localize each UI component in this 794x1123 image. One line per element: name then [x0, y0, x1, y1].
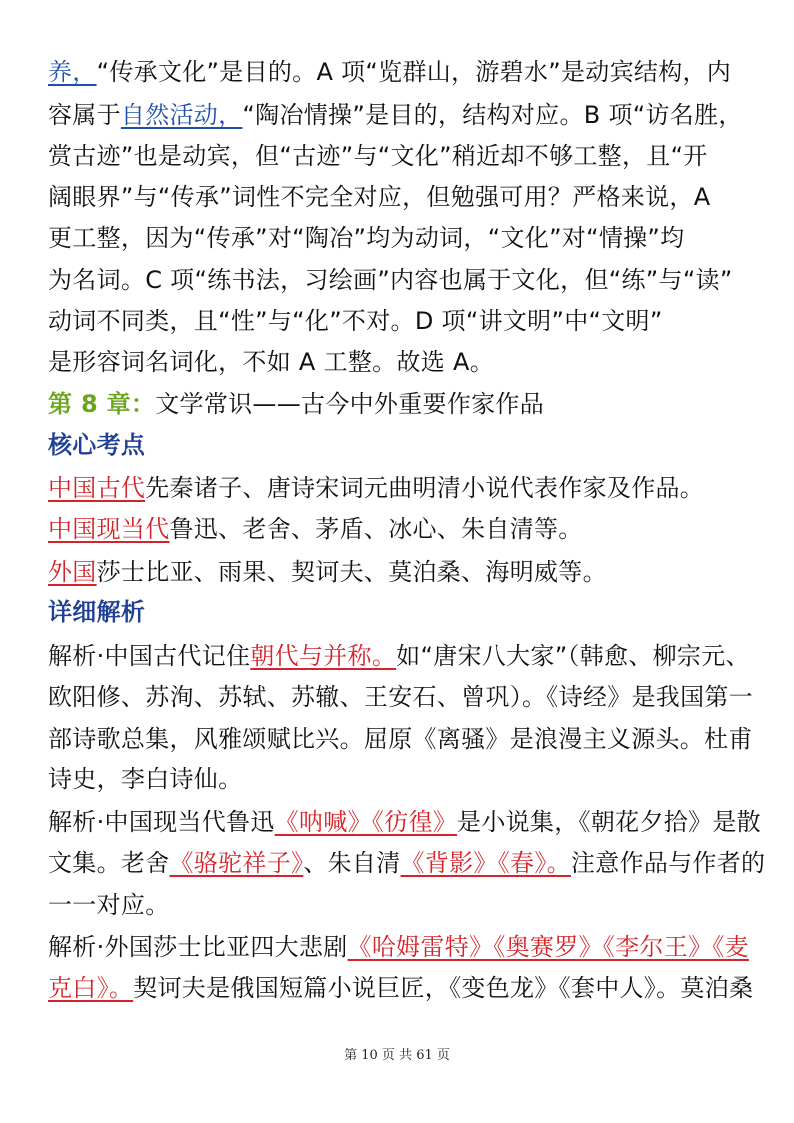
- text-line: [48, 50, 731, 94]
- text-line: [48, 299, 663, 343]
- text-line: [48, 507, 583, 551]
- chapter-label: 第 8 章：: [48, 390, 156, 418]
- text-span: 动词不同类，且“性”与“化”不对。D 项“讲文明”中“文明”: [48, 307, 663, 335]
- highlighted-text: 外国: [48, 558, 97, 586]
- highlighted-text: 《呐喊》《彷徨》: [274, 808, 458, 836]
- text-line: [48, 423, 145, 467]
- text-span: 是形容词名词化，不如 A 工整。故选 A。: [48, 348, 495, 376]
- text-line: [48, 216, 684, 260]
- text-line: [48, 757, 242, 801]
- page-footer: 第 10 页 共 61 页: [344, 1048, 450, 1063]
- text-span: 如“唐宋八大家”（韩愈、柳宗元、: [396, 642, 750, 670]
- text-span: 解析·外国莎士比亚四大悲剧: [48, 933, 348, 961]
- highlighted-text: 《骆驼祥子》: [169, 849, 304, 877]
- text-line: [48, 841, 765, 885]
- text-line: [48, 717, 753, 761]
- highlighted-text: 克白》。: [48, 974, 134, 1002]
- text-line: [48, 466, 704, 510]
- text-span: 赏古迹”也是动宾，但“古迹”与“文化”稍近却不够工整，且“开: [48, 142, 708, 170]
- highlighted-text: 朝代与并称。: [250, 642, 397, 670]
- section-heading: 核心考点: [48, 431, 146, 459]
- text-span: 、朱自清: [303, 849, 401, 877]
- highlighted-text: 中国古代: [48, 474, 146, 502]
- text-span: 莎士比亚、雨果、契诃夫、莫泊桑、海明威等。: [96, 558, 607, 586]
- text-line: [48, 93, 743, 137]
- text-line: [48, 883, 170, 927]
- text-span: 契诃夫是俄国短篇小说巨匠，《变色龙》《套中人》。莫泊桑: [133, 974, 754, 1002]
- text-span: 先秦诸子、唐诗宋词元曲明清小说代表作家及作品。: [145, 474, 705, 502]
- text-line: [48, 550, 607, 594]
- text-span: 解析·中国古代记住: [48, 642, 251, 670]
- highlighted-text: 养，: [48, 58, 97, 86]
- text-line: [48, 340, 494, 384]
- text-span: 部诗歌总集，风雅颂赋比兴。屈原《离骚》是浪漫主义源头。杜甫: [48, 725, 753, 753]
- text-line: [48, 590, 145, 634]
- text-span: 诗史，李白诗仙。: [48, 765, 243, 793]
- text-line: [48, 925, 749, 969]
- text-span: 是小说集，《朝花夕拾》是散: [457, 808, 761, 836]
- text-span: 欧阳修、苏洵、苏轼、苏辙、王安石、曾巩）。《诗经》是我国第一: [48, 683, 753, 711]
- text-line: [48, 175, 710, 219]
- text-span: “陶冶情操”是目的，结构对应。B 项“访名胜，: [242, 101, 743, 129]
- text-line: [48, 634, 750, 678]
- text-span: 文集。老舍: [48, 849, 170, 877]
- text-span: 一一对应。: [48, 891, 170, 919]
- text-span: 为名词。C 项“练书法，习绘画”内容也属于文化，但“练”与“读”: [48, 266, 733, 294]
- text-span: 阔眼界”与“传承”词性不完全对应，但勉强可用？严格来说，A: [48, 183, 711, 211]
- text-line: [48, 800, 761, 844]
- section-heading: 详细解析: [48, 598, 146, 626]
- text-span: 容属于: [48, 101, 121, 129]
- text-span: 更工整，因为“传承”对“陶冶”均为动词，“文化”对“情操”均: [48, 224, 685, 252]
- text-span: 鲁迅、老舍、茅盾、冰心、朱自清等。: [169, 515, 583, 543]
- highlighted-text: 自然活动，: [120, 101, 243, 129]
- text-line: [48, 675, 753, 719]
- text-line: [48, 966, 753, 1010]
- text-line: [48, 134, 708, 178]
- highlighted-text: 《背影》《春》。: [400, 849, 571, 877]
- highlighted-text: 《哈姆雷特》《奥赛罗》《李尔王》《麦: [347, 933, 749, 961]
- text-span: “传承文化”是目的。A 项“览群山，游碧水”是动宾结构，内: [96, 58, 732, 86]
- text-span: 解析·中国现当代鲁迅: [48, 808, 275, 836]
- text-span: 注意作品与作者的: [570, 849, 766, 877]
- text-span: 文学常识——古今中外重要作家作品: [155, 390, 545, 418]
- text-line: [48, 258, 733, 302]
- text-line: [48, 382, 544, 426]
- highlighted-text: 中国现当代: [48, 515, 170, 543]
